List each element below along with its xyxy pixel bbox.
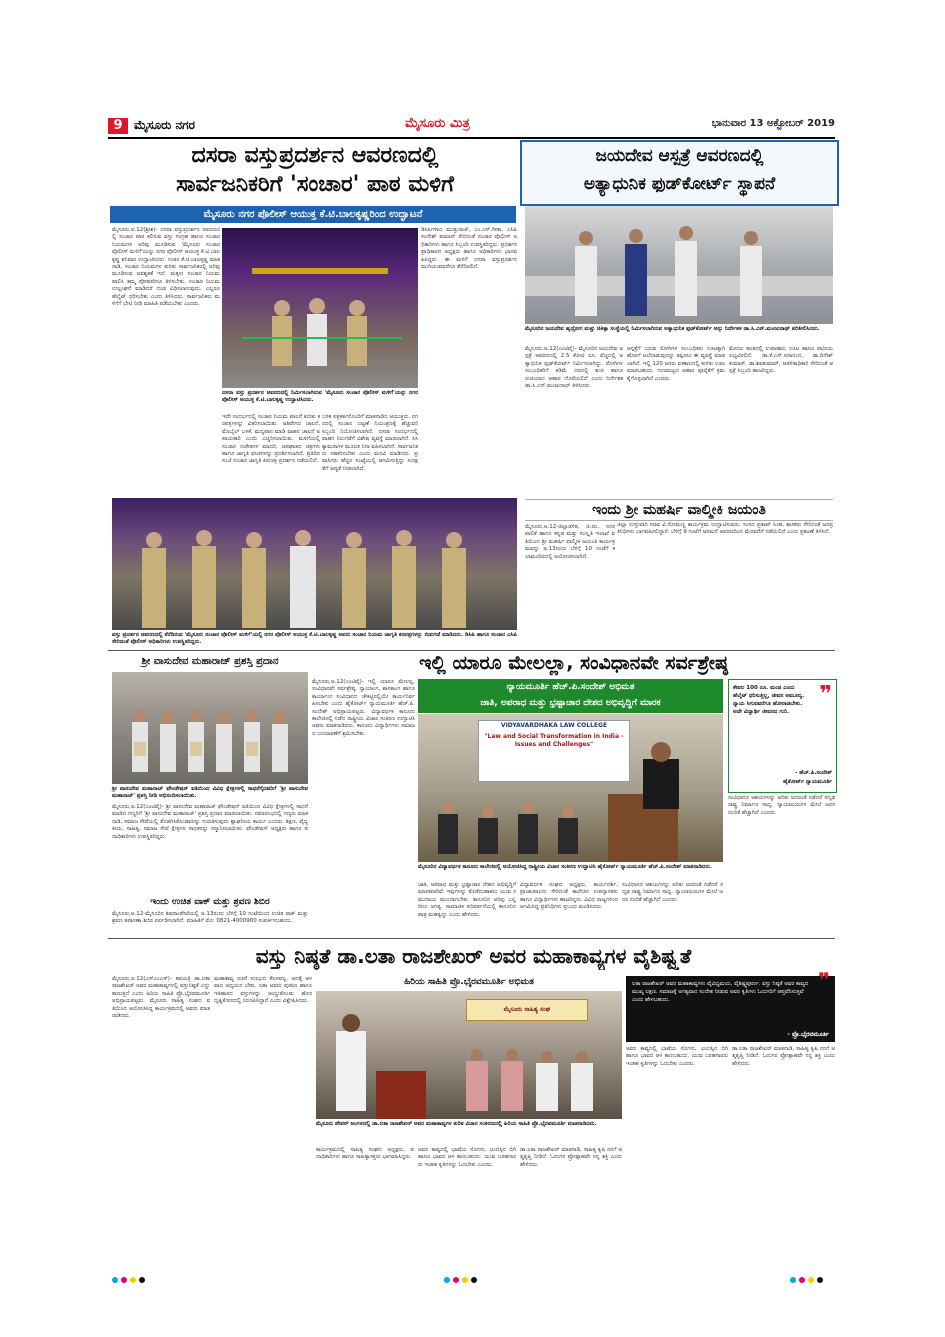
story1-headline-line1: ದಸರಾ ವಸ್ತುಪ್ರದರ್ಶನ ಆವರಣದಲ್ಲಿ [191,143,439,168]
story6-photo-caption: ಮೈಸೂರು ಪೇಪರ್ ಅಂಗಳದಲ್ಲಿ ಡಾ.ಲತಾ ರಾಜಶೇಖರ್ ಅವರ ಮಹಾಕಾವ್ಯಗಳ ಕುರಿತ ವಿಚಾರ ಸಂಕಿರಣದಲ್ಲಿ ಹಿರಿಯ ಸಾಹಿತಿ ಪ್ರೊ.ಭೈರವಮೂರ್ತಿ ಮಾತನಾಡಿದರು. [316,1121,597,1127]
quote-mark-icon-2: ❞ [818,968,830,992]
story6-photo-banner: ಮೈಸೂರು ಸಾಹಿತ್ಯ ಸಂಘ [466,999,588,1021]
story1-body-col4: ಬಳಿಕ ಪತ್ರಕರ್ತರೊಂದಿಗೆ ಮಾತನಾಡಿದ ಆಯುಕ್ತರು, ನಗರದಲ್ಲಿ ಸಂಚಾರ ದಟ್ಟಣೆ ನಿಯಂತ್ರಣಕ್ಕೆ ಹೆಚ್ಚುವರಿ ಸಿಬ್ಬಂದಿ ನಿಯೋಜಿಸಲಾಗಿದೆ. ದಸರಾ ಸಂದರ್ಭದಲ್ಲಿ ವಾಹನ ನಿಲುಗಡೆಗೆ ವಿಶೇಷ ವ್ಯವಸ್ಥೆ ಮಾಡಲಾಗಿದೆ. ಸಿಸಿ ಕ್ಯಾಮರಾಗಳ ಮೂಲಕ ನಿಗಾ ವಹಿಸಲಾಗಿದೆ. ಸಾರ್ವಜನಿಕರು ಸಹಕರಿಸಬೇಕು ಎಂದು ಮನವಿ ಮಾಡಿದರು. ಪ್ರವಾಸಿಗರು ಹೆಚ್ಚಿನ ಸಂಖ್ಯೆಯಲ್ಲಿ ಆಗಮಿಸುತ್ತಿದ್ದು ಸುರಕ್ಷತೆಗೆ ಆದ್ಯತೆ ನೀಡಲಾಗಿದೆ. [322,414,418,472]
story1-photo-group [112,498,517,630]
story6-body-col1: ಮೈಸೂರು,ಅ.12(ಎಸ್‌ಎಂಎಸ್)- ಕವಯತ್ರಿ ಡಾ.ಲತಾ ರಾಜಶೇಖರ್ ಅವರ ಮಹಾಕಾವ್ಯಗಳಲ್ಲಿ ವಸ್ತುನಿಷ್ಠತೆ ಎದ್ದು ಕಾಣುತ್ತದೆ ಎಂದು ಹಿರಿಯ ಸಾಹಿತಿ ಪ್ರೊ.ಭೈರವಮೂರ್ತಿ ಅಭಿಪ್ರಾಯಪಟ್ಟರು. ಮೈಸೂರು ಸಾಹಿತ್ಯ ಸಂಘದ ವತಿಯಿಂದ ಆಯೋಜಿಸಿದ್ದ ಕಾರ್ಯಕ್ರಮದಲ್ಲಿ ಅವರು ಮಾತನಾಡಿದರು. [112,976,210,1020]
story1-photo-group-figures [112,498,517,630]
story1-body-col3: ಡಿಸಿಪಿಗಳಾದ ಮುತ್ತುರಾಜ್, ಎಂ.ಎಸ್.ಗೀತಾ, ಎಸಿಪಿ ಸಂದೇಶ್ ಕುಮಾರ್ ಸೇರಿದಂತೆ ಸಂಚಾರ ಪೊಲೀಸ್ ಅಧಿಕಾರಿಗಳು ಹಾಗೂ ಸಿಬ್ಬಂದಿ ಉಪಸ್ಥಿತರಿದ್ದರು. ಪ್ರದರ್ಶನ ಪ್ರಾಧಿಕಾರದ ಅಧ್ಯಕ್ಷರು ಹಾಗೂ ಅಧಿಕಾರಿಗಳು ಭಾಗವಹಿಸಿದ್ದರು. ಈ ಮಳಿಗೆ ದಸರಾ ವಸ್ತುಪ್ರದರ್ಶನ ಮುಗಿಯುವವರೆಗೂ ತೆರೆದಿರಲಿದೆ. [421,227,517,271]
story1-headline-line2: ಸಾರ್ವಜನಿಕರಿಗೆ 'ಸಂಚಾರ' ಪಾಠ ಮಳಿಗೆ [176,172,454,197]
story5-body-col5: ಸಂವಿಧಾನದ ಆಶಯಗಳನ್ನು ಅರಿತು ಅದರಂತೆ ನಡೆದರೆ ಸದೃಢ ರಾಷ್ಟ್ರ ನಿರ್ಮಾಣ ಸಾಧ್ಯ. ನ್ಯಾಯಾಲಯಗಳ ಮೇಲೆ ಜನರ ನಂಬಿಕೆ ಹೆಚ್ಚಾಗಿದೆ ಎಂದರು. [728,795,835,816]
story6-body-col6: ಅವರ ಕಾವ್ಯದಲ್ಲಿ ಭಾಷೆಯ ಸೊಗಸು, ಛಂದಸ್ಸಿನ ಬಿಗಿ ಹಾಗೂ ಭಾವದ ಆಳ ಕಾಣಬಹುದು. ಯುವ ಬರಹಗಾರರು ಇಂತಹ ಕೃತಿಗಳನ್ನು ಓದಬೇಕು ಎಂದರು. [626,1046,728,1067]
story6-photo [316,991,622,1119]
quote-mark-icon: ❞ [819,682,832,707]
story4-photo-figures [112,672,308,784]
story2-photo-figures [525,206,833,324]
story5-seminar-title: "Law and Social Transformation in India - Issues and Challenges" [484,733,624,748]
story6-subhead: ಹಿರಿಯ ಸಾಹಿತಿ ಪ್ರೊ.ಭೈರವಮೂರ್ತಿ ಅಭಿಮತ [404,977,534,987]
story6-body-col2: ಮಹಾಕಾವ್ಯ ರಚನೆ ಸುಲಭದ ಕೆಲಸವಲ್ಲ. ಅದಕ್ಕೆ ಆಳವಾದ ಅಧ್ಯಯನ ಬೇಕು. ಲತಾ ಅವರು ಪುರಾಣ ಹಾಗೂ ಇತಿಹಾಸದ ವಸ್ತುಗಳನ್ನು ಆಯ್ದುಕೊಂಡು ಹೊಸ ದೃಷ್ಟಿಕೋನದಲ್ಲಿ ನಿರೂಪಿಸಿದ್ದಾರೆ ಎಂದು ವಿಶ್ಲೇಷಿಸಿದರು. [214,976,312,1005]
story1-photo-figures [222,228,418,388]
masthead: ಮೈಸೂರು ಮಿತ್ರ [405,116,470,131]
story4-headline: ಶ್ರೀ ವಾಸುದೇವ ಮಹಾರಾಜ್ ಪ್ರಶಸ್ತಿ ಪ್ರದಾನ [141,656,279,667]
page-number: 9 [108,118,128,134]
story5-photo [418,714,723,862]
story5-banner-line1: ನ್ಯಾಯಮೂರ್ತಿ ಹೆಚ್.ಪಿ.ಸಂದೇಶ್ ಅಭಿಮತ [506,682,635,692]
story2-body-col2: ಆಸ್ಪತ್ರೆಗೆ ಬರುವ ರೋಗಿಗಳ ಸಂಬಂಧಿಕರು ಊಟಕ್ಕಾಗಿ ಹೊರಗೆ ಅಲೆದಾಡುವುದನ್ನು ತಪ್ಪಿಸಲು ಈ ವ್ಯವಸ್ಥೆ ಮಾಡಲಾಗಿದೆ. ಇಲ್ಲಿ 120 ಜನರು ಏಕಕಾಲದಲ್ಲಿ ಕುಳಿತು ಊಟ ಮಾಡಬಹುದು. ಗುಣಮಟ್ಟದ ಆಹಾರ ಪೂರೈಕೆಗೆ ಕ್ರಮ ಕೈಗೊಳ್ಳಲಾಗಿದೆ ಎಂದರು. [627,346,725,382]
story5-photo-caption: ಮೈಸೂರಿನ ವಿದ್ಯಾವರ್ಧಕ ಕಾನೂನು ಕಾಲೇಜಿನಲ್ಲಿ ಆಯೋಜಿಸಿದ್ದ ರಾಷ್ಟ್ರೀಯ ವಿಚಾರ ಸಂಕಿರಣ ಉದ್ಘಾಟಿಸಿ ಹೈಕೋರ್ಟ್ ನ್ಯಾಯಮೂರ್ತಿ ಹೆಚ್.ಪಿ.ಸಂದೇಶ್ ಮಾತನಾಡಿದರು. [418,864,713,870]
registration-marks-right [790,1268,826,1287]
story5-body-col4: ಸಂವಿಧಾನದ ಆಶಯಗಳನ್ನು ಅರಿತು ಅದರಂತೆ ನಡೆದರೆ ಸದೃಢ ರಾಷ್ಟ್ರ ನಿರ್ಮಾಣ ಸಾಧ್ಯ. ನ್ಯಾಯಾಲಯಗಳ ಮೇಲೆ ಜನರ ನಂಬಿಕೆ ಹೆಚ್ಚಾಗಿದೆ ಎಂದರು. [622,882,723,903]
story3-body-col1: ಮೈಸೂರು,ಅ.12-ಜಿಲ್ಲಾಡಳಿತ, ಜಿ.ಪಂ, ನಗರಪಾಲಿಕೆ ಹಾಗೂ ಕನ್ನಡ ಮತ್ತು ಸಂಸ್ಕೃತಿ ಇಲಾಖೆ ವತಿಯಿಂದ ಶ್ರೀ ಮಹರ್ಷಿ ವಾಲ್ಮೀಕಿ ಜಯಂತಿ ಕಾರ್ಯಕ್ರಮವನ್ನು ಅ.13ರಂದು ಬೆಳಿಗ್ಗೆ 10 ಗಂಟೆಗೆ ಕಲಾಮಂದಿರದಲ್ಲಿ ಆಯೋಜಿಸಲಾಗಿದೆ. [525,524,615,560]
story2-photo-caption: ಮೈಸೂರಿನ ಜಯದೇವ ಹೃದ್ರೋಗ ಮತ್ತು ಚಿಕಿತ್ಸಾ ಸಂಸ್ಥೆಯಲ್ಲಿ ನಿರ್ಮಿಸಲಾಗಿರುವ ಅತ್ಯಾಧುನಿಕ ಫುಡ್‌ಕೋರ್ಟ್ ಅನ್ನು ನಿರ್ದೇಶಕ ಡಾ.ಸಿ.ಎನ್.ಮಂಜುನಾಥ್ ಪರಿಶೀಲಿಸಿದರು. [525,326,820,332]
story4-body: ಮೈಸೂರು,ಅ.12(ಎಂಟಿವೈ)- ಶ್ರೀ ವಾಸುದೇವ ಮಹಾರಾಜ್ ಫೌಂಡೇಷನ್ ವತಿಯಿಂದ ವಿವಿಧ ಕ್ಷೇತ್ರಗಳಲ್ಲಿ ಸಾಧನೆ ಮಾಡಿದ ಗಣ್ಯರಿಗೆ 'ಶ್ರೀ ವಾಸುದೇವ ಮಹಾರಾಜ್' ಪ್ರಶಸ್ತಿ ಪ್ರದಾನ ಮಾಡಲಾಯಿತು. ಸಮಾರಂಭದಲ್ಲಿ ಗಣ್ಯರು ಮಾತನಾಡಿ, ಸಮಾಜ ಸೇವೆಯಲ್ಲಿ ತೊಡಗಿಸಿಕೊಂಡವರನ್ನು ಗುರುತಿಸುವುದು ಶ್ಲಾಘನೀಯ ಕಾರ್ಯ ಎಂದರು. ಶಿಕ್ಷಣ, ವೈದ್ಯಕೀಯ, ಸಾಹಿತ್ಯ, ಸಮಾಜ ಸೇವೆ ಕ್ಷೇತ್ರಗಳ ಸಾಧಕರನ್ನು ಸನ್ಮಾನಿಸಲಾಯಿತು. ಫೌಂಡೇಷನ್ ಅಧ್ಯಕ್ಷರು ಹಾಗೂ ಪದಾಧಿಕಾರಿಗಳು ಉಪಸ್ಥಿತರಿದ್ದರು. [112,804,308,840]
story1-subhead: ಮೈಸೂರು ನಗರ ಪೊಲೀಸ್ ಆಯುಕ್ತ ಕೆ.ಟಿ.ಬಾಲಕೃಷ್ಣರಿಂದ ಉದ್ಘಾಟನೆ [110,206,516,223]
story6-headline: ವಸ್ತು ನಿಷ್ಠತೆ ಡಾ.ಲತಾ ರಾಜಶೇಖರ್ ಅವರ ಮಹಾಕಾವ್ಯಗಳ ವೈಶಿಷ್ಟ್ಯತೆ [255,944,692,968]
story5-quote-text: ಕೇವಲ 100 ರೂ. ಮಂಡ ಎಂದು ಹೆಲ್ಮೆಟ್ ಧರಿಸುತ್ತಿಲ್ಲ, ಜೀವನ ಅಮೂಲ್ಯ. ನ್ಯಾಯ ಸಿಗುವವರೆಗೂ ಹೋರಾಡಬೇಕು. ಅದೇ ವಿದ್ಯಾರ್ಥಿ ಜೀವನದ ಗುರಿ. [733,685,805,715]
story5-body-col3: ವಿದ್ಯಾವರ್ಧಕ ಸಂಘದ ಅಧ್ಯಕ್ಷರು, ಕಾರ್ಯದರ್ಶಿ, ಪ್ರಾಂಶುಪಾಲರು ಸೇರಿದಂತೆ ಕಾಲೇಜಿನ ಉಪನ್ಯಾಸಕರು ಹಾಗೂ ವಿದ್ಯಾರ್ಥಿಗಳು ಹಾಜರಿದ್ದರು. ವಿವಿಧ ರಾಜ್ಯಗಳಿಂದ ಆಗಮಿಸಿದ್ದ ಪ್ರತಿನಿಧಿಗಳು ಪ್ರಬಂಧ ಮಂಡಿಸಿದರು. [520,882,618,911]
registration-marks-center [444,1268,480,1287]
story1-photo2-caption: ವಸ್ತು ಪ್ರದರ್ಶನ ಆವರಣದಲ್ಲಿ ತೆರೆದಿರುವ 'ಮೈಸೂರು ಸಂಚಾರ ಪೊಲೀಸ್ ಮಳಿಗೆ'ಯಲ್ಲಿ ನಗರ ಪೊಲೀಸ್ ಆಯುಕ್ತ ಕೆ.ಟಿ.ಬಾಲಕೃಷ್ಣ ಅವರು ಸಂಚಾರ ನಿಯಮ ಜಾಗೃತಿ ಕರಪತ್ರಗಳನ್ನು ಬಿಡುಗಡೆ ಮಾಡಿದರು. ಡಿಸಿಪಿ ಹಾಗೂ ಸಂಚಾರ ಎಸಿಪಿ ಸೇರಿದಂತೆ ಪೊಲೀಸ್ ಅಧಿಕಾರಿಗಳು ಉಪಸ್ಥಿತರಿದ್ದರು. [112,632,517,645]
story6-body-col7: ಡಾ.ಲತಾ ರಾಜಶೇಖರ್ ಮಾತನಾಡಿ, ಸಾಹಿತ್ಯ ಕೃಷಿ ನನಗೆ ಆತ್ಮತೃಪ್ತಿ ನೀಡಿದೆ. ಓದುಗರ ಪ್ರೋತ್ಸಾಹವೇ ನನ್ನ ಶಕ್ತಿ ಎಂದು ಹೇಳಿದರು. [732,1046,835,1067]
story3-text-wrap [617,522,833,650]
story5-quote-role: ಹೈಕೋರ್ಟ್ ನ್ಯಾಯಮೂರ್ತಿ [782,779,832,785]
header-rule [108,137,835,139]
story3-headline: ಇಂದು ಶ್ರೀ ಮಹರ್ಷಿ ವಾಲ್ಮೀಕಿ ಜಯಂತಿ [525,499,833,521]
story2-headline-box [520,140,839,206]
story5-quote-author: - ಹೆಚ್.ಪಿ.ಸಂದೇಶ್ [795,770,832,776]
story5-college-name: VIDYAVARDHAKA LAW COLLEGE [500,722,608,729]
story6-quote-author: - ಪ್ರೊ.ಭೈರವಮೂರ್ತಿ [787,1031,829,1038]
story6-quote-text: ಲತಾ ರಾಜಶೇಖರ್ ಅವರ ಮಹಾಕಾವ್ಯಗಳು ವೈವಿಧ್ಯಮಯ, ವೈಶಿಷ್ಟ್ಯಪೂರ್ಣ. ವಸ್ತು ನಿಷ್ಠತೆ ಅವರ ಕಾವ್ಯದ ಮುಖ್ಯ ಲಕ್ಷಣ. ಸಮಾಜಕ್ಕೆ ಅಗತ್ಯವಾದ ಸಂದೇಶ ನೀಡುವ ಅವರ ಕೃತಿಗಳು ಓದುಗರಿಗೆ ಆಪ್ತವೆನಿಸುತ್ತವೆ ಎಂದು ಹೇಳಬಹುದು. [632,981,809,1003]
story4-sub-headline: ಇಂದು ಉಚಿತ ವಾಕ್ ಮತ್ತು ಶ್ರವಣ ಶಿಬಿರ [150,897,270,907]
section-title: ಮೈಸೂರು ನಗರ [134,118,196,132]
story5-quote-box [728,679,837,793]
story2-body-col3: ಮೊದಲ ಹಂತದಲ್ಲಿ ಉಪಾಹಾರ, ಊಟ ಹಾಗೂ ಪಾನೀಯ ಲಭ್ಯವಿರಲಿದೆ. ಡಾ.ಕೆ.ಎಸ್.ಸದಾನಂದ, ಡಾ.ದಿನೇಶ್ ಕುಮಾರ್, ಡಾ.ಶಿವಕುಮಾರ್, ಆಡಳಿತಾಧಿಕಾರಿ ಸೇರಿದಂತೆ ಆಸ್ಪತ್ರೆ ಸಿಬ್ಬಂದಿ ಹಾಜರಿದ್ದರು. [729,346,833,375]
section-rule-2 [108,938,835,939]
story6-quote-box [626,968,835,1042]
story5-seminar-banner [478,720,630,782]
issue-date: ಭಾನುವಾರ 13 ಅಕ್ಟೋಬರ್ 2019 [711,118,835,129]
story1-body-col1: ಮೈಸೂರು,ಅ.12(ಶ್ರೀಶ)- ದಸರಾ ವಸ್ತುಪ್ರದರ್ಶನ ಆವರಣದಲ್ಲಿ ಸಂಚಾರ ಪಾಠ ಕಲಿಸುವ ವಸ್ತು ಸಂಗ್ರಹ ಹಾಗೂ ಸಂಚಾರ ನಿಯಮಗಳ ಅರಿವು ಮೂಡಿಸುವ 'ಮೈಸೂರು ಸಂಚಾರ ಪೊಲೀಸ್ ಮಳಿಗೆ'ಯನ್ನು ನಗರ ಪೊಲೀಸ್ ಆಯುಕ್ತ ಕೆ.ಟಿ.ಬಾಲಕೃಷ್ಣ ಶನಿವಾರ ಉದ್ಘಾಟಿಸಿದರು. ನಂತರ ಕೆ.ಟಿ.ಬಾಲಕೃಷ್ಣ ಮಾತನಾಡಿ, ಸಂಚಾರ ನಿಯಮಗಳ ಕುರಿತು ಸಾರ್ವಜನಿಕರಲ್ಲಿ ಅರಿವು ಮೂಡಿಸುವ ಅವಶ್ಯಕತೆ ಇದೆ. ಮಕ್ಕಳು ಸಂಚಾರ ನಿಯಮ ಪಾಲಿಸಿ ತಮ್ಮ ಪೋಷಕರಿಗೂ ತಿಳಿಸಬೇಕು. ಸಂಚಾರ ನಿಯಮ ಉಲ್ಲಂಘನೆ ಮಾಡಿದರೆ ದಂಡ ವಿಧಿಸಲಾಗುವುದು. ಎಲ್ಲರೂ ಹೆಲ್ಮೆಟ್ ಧರಿಸಬೇಕು ಎಂದು ತಿಳಿಸಿದರು. ಸಾರ್ವಜನಿಕರು ಮಳಿಗೆಗೆ ಭೇಟಿ ನೀಡಿ ಮಾಹಿತಿ ಪಡೆಯಬೇಕು ಎಂದರು. [112,227,220,308]
story2-headline-line1: ಜಯದೇವ ಆಸ್ಪತ್ರೆ ಆವರಣದಲ್ಲಿ [595,146,764,166]
story1-photo1-caption: ದಸರಾ ವಸ್ತು ಪ್ರದರ್ಶನ ಆವರಣದಲ್ಲಿ ನಿರ್ಮಿಸಲಾಗಿರುವ 'ಮೈಸೂರು ಸಂಚಾರ ಪೊಲೀಸ್ ಮಳಿಗೆ'ಯನ್ನು ನಗರ ಪೊಲೀಸ್ ಆಯುಕ್ತ ಕೆ.ಟಿ.ಬಾಲಕೃಷ್ಣ ಉದ್ಘಾಟಿಸಿದರು. [222,390,418,403]
story4-sub-body: ಮೈಸೂರು,ಅ.12-ಮೈಸೂರಿನ ಶಿವರಾಂಪೇಟೆಯಲ್ಲಿ ಅ.13ರಂದು ಬೆಳಿಗ್ಗೆ 10 ಗಂಟೆಯಿಂದ ಉಚಿತ ವಾಕ್ ಮತ್ತು ಶ್ರವಣ ತಪಾಸಣಾ ಶಿಬಿರ ಏರ್ಪಡಿಸಲಾಗಿದೆ. ಮಾಹಿತಿಗೆ ಮೊ: 0821-4000900 ಸಂಪರ್ಕಿಸಬಹುದು. [112,911,308,925]
story4-photo-caption: ಶ್ರೀ ವಾಸುದೇವ ಮಹಾರಾಜ್ ಫೌಂಡೇಷನ್ ವತಿಯಿಂದ ವಿವಿಧ ಕ್ಷೇತ್ರಗಳಲ್ಲಿ ಸಾಧನೆಗೈದವರಿಗೆ 'ಶ್ರೀ ವಾಸುದೇವ ಮಹಾರಾಜ್' ಪ್ರಶಸ್ತಿ ನೀಡಿ ಅಭಿನಂದಿಸಲಾಯಿತು. [112,786,308,799]
story5-body-col2: ಜಾತಿ, ಅಪರಾಧ ಮತ್ತು ಭ್ರಷ್ಟಾಚಾರ ದೇಶದ ಅಭಿವೃದ್ಧಿಗೆ ಮಾರಕವಾಗಿವೆ. ಇವುಗಳನ್ನು ತೊಡೆದುಹಾಕಲು ಯುವ ಸಮುದಾಯ ಮುಂದಾಗಬೇಕು. ಕಾನೂನಿನ ಅರಿವು ಎಲ್ಲರಿಗೂ ಅಗತ್ಯ. ಸಾಮಾಜಿಕ ಪರಿವರ್ತನೆಯಲ್ಲಿ ಕಾನೂನಿನ ಪಾತ್ರ ಮಹತ್ವದ್ದು ಎಂದು ಹೇಳಿದರು. [418,882,516,918]
story4-photo [112,672,308,784]
story1-body-col2: ಇದೇ ಸಂದರ್ಭದಲ್ಲಿ ಸಂಚಾರ ನಿಯಮ ಪಾಲನೆ ಕುರಿತು ಕರಪತ್ರಗಳನ್ನು ವಿತರಿಸಲಾಯಿತು. ಅತಿವೇಗದ ಚಾಲನೆ, ಮೊಬೈಲ್ ಬಳಕೆ, ಮದ್ಯಪಾನ ಮಾಡಿ ವಾಹನ ಚಾಲನೆ ಅಪಾಯಕಾರಿ ಎಂದು ಎಚ್ಚರಿಸಲಾಯಿತು. ಮಳಿಗೆಯಲ್ಲಿ ಸಂಚಾರ ಸಂಕೇತಗಳ ಮಾದರಿ, ಅಪಘಾತದ ಚಿತ್ರಗಳು ಹಾಗೂ ಜಾಗೃತಿ ಫಲಕಗಳನ್ನು ಪ್ರದರ್ಶಿಸಲಾಗಿದೆ. ಪ್ರತಿದಿನ ಸಂಜೆ ಸಂಚಾರ ಜಾಗೃತಿ ಕಿರುಚಿತ್ರ ಪ್ರದರ್ಶನ ನಡೆಯಲಿದೆ. [222,414,320,465]
registration-marks-left [112,1268,148,1287]
story5-headline: ಇಲ್ಲಿ ಯಾರೂ ಮೇಲಲ್ಲಾ, ಸಂವಿಧಾನವೇ ಸರ್ವಶ್ರೇಷ್ಠ [419,652,728,674]
story1-photo-inauguration [222,228,418,388]
story6-body-col5: ಡಾ.ಲತಾ ರಾಜಶೇಖರ್ ಮಾತನಾಡಿ, ಸಾಹಿತ್ಯ ಕೃಷಿ ನನಗೆ ಆತ್ಮತೃಪ್ತಿ ನೀಡಿದೆ. ಓದುಗರ ಪ್ರೋತ್ಸಾಹವೇ ನನ್ನ ಶಕ್ತಿ ಎಂದು ಹೇಳಿದರು. [520,1147,622,1168]
story5-body-col1: ಮೈಸೂರು,ಅ.12(ಎಂಟಿವೈ)- ಇಲ್ಲಿ ಯಾರೂ ಮೇಲಲ್ಲ, ಸಂವಿಧಾನವೇ ಸರ್ವಶ್ರೇಷ್ಠ. ನ್ಯಾಯಾಂಗ, ಶಾಸಕಾಂಗ ಹಾಗೂ ಕಾರ್ಯಾಂಗ ಸಂವಿಧಾನದ ಚೌಕಟ್ಟಿನಲ್ಲಿಯೇ ಕಾರ್ಯನಿರ್ವಹಿಸಬೇಕು ಎಂದು ಹೈಕೋರ್ಟ್ ನ್ಯಾಯಮೂರ್ತಿ ಹೆಚ್.ಪಿ.ಸಂದೇಶ್ ಅಭಿಪ್ರಾಯಪಟ್ಟರು. ವಿದ್ಯಾವರ್ಧಕ ಕಾನೂನು ಕಾಲೇಜಿನಲ್ಲಿ ನಡೆದ ರಾಷ್ಟ್ರೀಯ ವಿಚಾರ ಸಂಕಿರಣ ಉದ್ಘಾಟಿಸಿ ಅವರು ಮಾತನಾಡಿದರು. ಕಾನೂನು ವಿದ್ಯಾರ್ಥಿಗಳು ಸಮಾಜದ ಬದಲಾವಣೆಗೆ ಶ್ರಮಿಸಬೇಕು. [312,679,415,737]
story6-body-col3: ಕಾರ್ಯಕ್ರಮದಲ್ಲಿ ಸಾಹಿತ್ಯ ಸಂಘದ ಅಧ್ಯಕ್ಷರು, ಪದಾಧಿಕಾರಿಗಳು ಹಾಗೂ ಸಾಹಿತ್ಯಾಸಕ್ತರು ಭಾಗವಹಿಸಿದ್ದರು. [316,1147,414,1161]
story6-body-col4: ಅವರ ಕಾವ್ಯದಲ್ಲಿ ಭಾಷೆಯ ಸೊಗಸು, ಛಂದಸ್ಸಿನ ಬಿಗಿ ಹಾಗೂ ಭಾವದ ಆಳ ಕಾಣಬಹುದು. ಯುವ ಬರಹಗಾರರು ಇಂತಹ ಕೃತಿಗಳನ್ನು ಓದಬೇಕು ಎಂದರು. [418,1147,516,1168]
story3-body-col2: ಜಿಲ್ಲಾ ಉಸ್ತುವಾರಿ ಸಚಿವ ವಿ.ಸೋಮಣ್ಣ ಕಾರ್ಯಕ್ರಮ ಉದ್ಘಾಟಿಸುವರು. ಸಂಸದ ಪ್ರತಾಪ್ ಸಿಂಹ, ಶಾಸಕರು ಸೇರಿದಂತೆ ಜನಪ್ರತಿನಿಧಿಗಳು ಭಾಗವಹಿಸಲಿದ್ದಾರೆ. ಬೆಳಿಗ್ಗೆ 9 ಗಂಟೆಗೆ ಅರಮನೆ ಆವರಣದಿಂದ ಮೆರವಣಿಗೆ ನಡೆಯಲಿದೆ ಎಂದು ಪ್ರಕಟಣೆ ತಿಳಿಸಿದೆ. [617,522,833,536]
story2-body-col1: ಮೈಸೂರು,ಅ.12(ಎಂಟಿವೈ)- ಮೈಸೂರಿನ ಜಯದೇವ ಆಸ್ಪತ್ರೆ ಆವರಣದಲ್ಲಿ 2.5 ಕೋಟಿ ರೂ. ವೆಚ್ಚದಲ್ಲಿ ಅತ್ಯಾಧುನಿಕ ಫುಡ್‌ಕೋರ್ಟ್ ನಿರ್ಮಿಸಲಾಗಿದ್ದು, ರೋಗಿಗಳ ಸಂಬಂಧಿಕರಿಗೆ ಕಡಿಮೆ ದರದಲ್ಲಿ ಶುಚಿ ಹಾಗೂ ರುಚಿಯಾದ ಆಹಾರ ದೊರೆಯಲಿದೆ ಎಂದು ನಿರ್ದೇಶಕ ಡಾ.ಸಿ.ಎನ್.ಮಂಜುನಾಥ್ ತಿಳಿಸಿದರು. [525,346,623,390]
story5-banner [418,679,723,713]
story5-banner-line2: ಜಾತಿ, ಅಪರಾಧ ಮತ್ತು ಭ್ರಷ್ಟಾಚಾರ ದೇಶದ ಅಭಿವೃದ್ಧಿಗೆ ಮಾರಕ [480,698,661,708]
story2-photo [525,206,833,324]
story2-headline-line2: ಅತ್ಯಾಧುನಿಕ ಫುಡ್‌ಕೋರ್ಟ್ ಸ್ಥಾಪನೆ [583,174,776,194]
